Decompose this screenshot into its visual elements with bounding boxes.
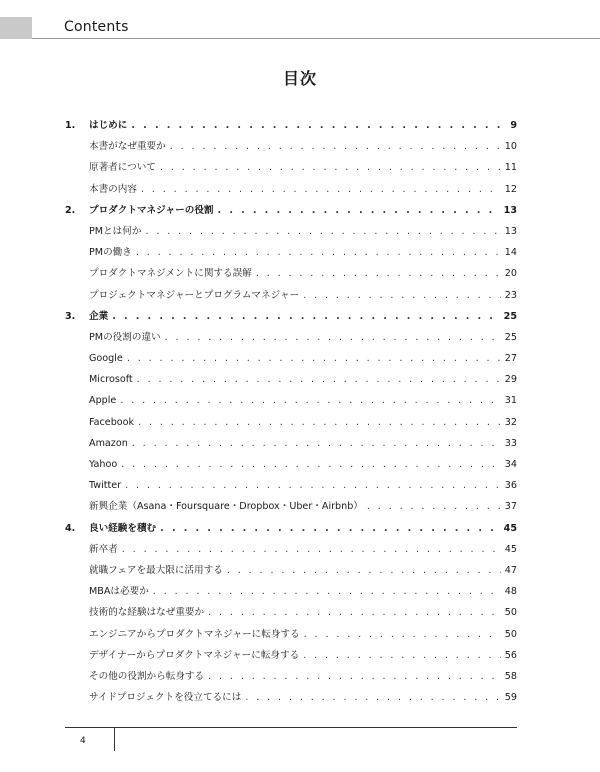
toc-dot-leader <box>136 242 501 263</box>
toc-entry-number: 2. <box>65 204 76 216</box>
toc-section-entry[interactable] <box>65 179 517 200</box>
toc-dot-leader <box>160 157 501 178</box>
toc-entry-title: 原著者について <box>89 162 156 174</box>
toc-dot-leader <box>153 581 501 602</box>
toc-entry-title: Amazon <box>89 437 128 449</box>
toc-dot-leader <box>120 390 500 411</box>
toc-entry-page: 37 <box>504 501 517 513</box>
toc-section-entry[interactable] <box>65 263 517 284</box>
toc-section-entry[interactable] <box>65 645 517 666</box>
toc-entry-page: 23 <box>504 289 517 301</box>
toc-entry-number: 4. <box>65 522 76 534</box>
toc-section-entry[interactable] <box>65 157 517 178</box>
toc-entry-title: Yahoo <box>89 459 118 470</box>
toc-section-entry[interactable] <box>65 221 517 242</box>
toc-entry-title: PMとは何か <box>89 225 142 237</box>
toc-dot-leader <box>112 306 499 327</box>
toc-dot-leader <box>125 475 501 496</box>
footer-page-number: 4 <box>80 736 86 746</box>
footer-rule <box>65 727 517 728</box>
toc-entry-page: 27 <box>504 353 517 365</box>
toc-dot-leader <box>227 560 501 581</box>
toc-entry-page: 12 <box>504 183 517 195</box>
toc-dot-leader <box>218 200 500 221</box>
toc-section-entry[interactable] <box>65 666 517 687</box>
toc-entry-title: 技術的な経験はなぜ重要か <box>89 607 205 619</box>
toc-entry-title: Microsoft <box>89 374 133 386</box>
toc-entry-title: Google <box>89 353 123 365</box>
toc-entry-title: 良い経験を積む <box>89 522 157 534</box>
toc-entry-page: 11 <box>504 162 517 174</box>
toc-section-entry[interactable] <box>65 242 517 263</box>
toc-dot-leader <box>131 115 501 136</box>
toc-dot-leader <box>208 602 501 623</box>
toc-entry-page: 31 <box>504 395 517 407</box>
toc-dot-leader <box>145 221 500 242</box>
toc-section-entry[interactable] <box>65 390 517 411</box>
toc-dot-leader <box>132 433 501 454</box>
toc-entry-title: Apple <box>89 395 117 407</box>
header-rule <box>32 38 600 39</box>
toc-section-entry[interactable] <box>65 602 517 623</box>
toc-chapter-entry[interactable] <box>65 518 517 539</box>
toc-entry-page: 13 <box>504 225 517 237</box>
header-section-label: Contents <box>64 19 129 35</box>
toc-entry-title: MBAは必要か <box>89 586 149 598</box>
toc-entry-title: Twitter <box>89 480 122 492</box>
toc-entry-page: 34 <box>504 459 517 470</box>
toc-entry-title: プロダクトマネジメントに関する誤解 <box>89 268 252 280</box>
toc-dot-leader <box>256 263 501 284</box>
toc-dot-leader <box>303 645 501 666</box>
toc-entry-page: 58 <box>504 670 517 682</box>
toc-dot-leader <box>160 518 499 539</box>
toc-dot-leader <box>303 285 501 306</box>
toc-dot-leader <box>208 666 501 687</box>
toc-section-entry[interactable] <box>65 348 517 369</box>
toc-dot-leader <box>141 179 501 200</box>
toc-section-entry[interactable] <box>65 327 517 348</box>
toc-entry-page: 59 <box>504 692 517 704</box>
toc-entry-title: サイドプロジェクトを役立てるには <box>89 692 242 704</box>
toc-entry-title: プロダクトマネジャーの役割 <box>89 204 214 216</box>
toc-section-entry[interactable] <box>65 412 517 433</box>
toc-entry-page: 14 <box>504 247 517 259</box>
toc-entry-title: 企業 <box>89 310 109 322</box>
toc-section-entry[interactable] <box>65 285 517 306</box>
toc-dot-leader <box>165 327 501 348</box>
toc-entry-title: PMの働き <box>89 247 132 259</box>
toc-dot-leader <box>367 496 501 517</box>
toc-entry-page: 36 <box>504 480 517 492</box>
toc-dot-leader <box>122 539 501 560</box>
toc-entry-title: 新興企業（Asana・Foursquare・Dropbox・Uber・Airbnb） <box>89 501 363 513</box>
toc-entry-number: 1. <box>65 120 76 131</box>
toc-section-entry[interactable] <box>65 496 517 517</box>
toc-dot-leader <box>127 348 501 369</box>
toc-entry-title: はじめに <box>89 120 128 131</box>
toc-entry-title: 本書の内容 <box>89 183 137 195</box>
table-of-contents <box>65 115 517 708</box>
footer-divider <box>114 727 115 751</box>
toc-dot-leader <box>137 369 501 390</box>
toc-entry-page: 32 <box>504 416 517 428</box>
toc-entry-number: 3. <box>65 310 76 322</box>
toc-entry-page: 56 <box>504 649 517 661</box>
toc-entry-page: 50 <box>504 607 517 619</box>
toc-section-entry[interactable] <box>65 433 517 454</box>
toc-entry-title: Facebook <box>89 416 135 428</box>
toc-section-entry[interactable] <box>65 539 517 560</box>
toc-entry-title: デザイナーからプロダクトマネジャーに転身する <box>89 649 300 661</box>
toc-dot-leader <box>245 687 500 708</box>
toc-section-entry[interactable] <box>65 454 517 475</box>
toc-entry-page: 20 <box>504 268 517 280</box>
toc-entry-title: 本書がなぜ重要か <box>89 141 166 153</box>
toc-dot-leader <box>138 412 501 433</box>
toc-chapter-entry[interactable] <box>65 306 517 327</box>
toc-entry-page: 45 <box>503 522 517 534</box>
toc-entry-page: 13 <box>503 204 517 216</box>
toc-entry-page: 25 <box>503 310 517 322</box>
toc-entry-page: 10 <box>504 141 517 153</box>
toc-entry-title: 新卒者 <box>89 543 118 555</box>
toc-section-entry[interactable] <box>65 369 517 390</box>
toc-entry-page: 45 <box>504 543 517 555</box>
toc-entry-page: 48 <box>504 586 517 598</box>
toc-chapter-entry[interactable] <box>65 200 517 221</box>
toc-section-entry[interactable] <box>65 475 517 496</box>
header-tab-marker <box>0 17 32 39</box>
toc-entry-title: その他の役割から転身する <box>89 670 205 682</box>
toc-entry-page: 50 <box>504 628 517 640</box>
toc-section-entry[interactable] <box>65 560 517 581</box>
toc-section-entry[interactable] <box>65 581 517 602</box>
toc-entry-title: PMの役割の違い <box>89 331 161 343</box>
toc-dot-leader <box>170 136 501 157</box>
toc-entry-page: 47 <box>504 564 517 576</box>
toc-entry-title: プロジェクトマネジャーとプログラムマネジャー <box>89 289 300 301</box>
toc-dot-leader <box>304 624 501 645</box>
toc-entry-page: 29 <box>504 374 517 386</box>
toc-entry-title: 就職フェアを最大限に活用する <box>89 564 223 576</box>
toc-entry-title: エンジニアからプロダクトマネジャーに転身する <box>89 628 300 640</box>
toc-section-entry[interactable] <box>65 624 517 645</box>
page-title: 目次 <box>282 69 317 88</box>
toc-chapter-entry[interactable] <box>65 115 517 136</box>
toc-section-entry[interactable] <box>65 136 517 157</box>
toc-dot-leader <box>121 454 501 475</box>
toc-entry-page: 25 <box>504 331 517 343</box>
toc-entry-page: 33 <box>504 437 517 449</box>
toc-entry-page: 9 <box>510 120 517 131</box>
toc-section-entry[interactable] <box>65 687 517 708</box>
